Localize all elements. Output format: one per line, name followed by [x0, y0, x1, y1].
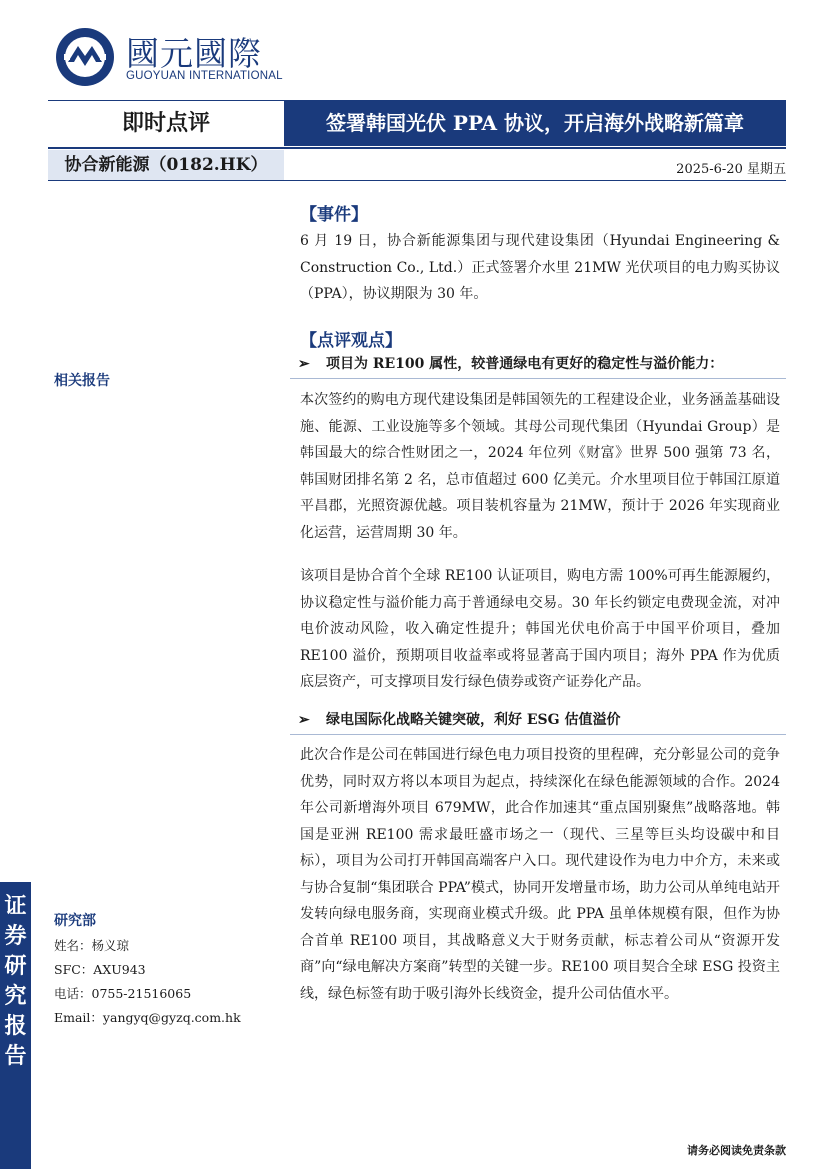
disclaimer-footer: 请务必阅读免责条款 — [687, 1144, 786, 1157]
point1-paragraph-1: 本次签约的购电方现代建设集团是韩国领先的工程建设企业，业务涵盖基础设施、能源、工业设施等多个领域。其母公司现代集团（Hyundai Group）是韩国最大的综合性财团之一，2024 年位列《财富》世界 500 强第 73 名，韩国财团排名第 2 名，总市值超过 600 亿美元。介水里项目位于韩国江原道平昌郡，光照资源优越。项目装机容量为 21MW，预计于 2026 年实现商业化运营，运营周期 30 年。 — [300, 392, 780, 541]
event-heading: 【事件】 — [300, 205, 368, 225]
report-date: 2025-6-20 星期五 — [676, 162, 786, 177]
analyst-name: 姓名：杨义琼 — [54, 938, 130, 953]
point1-heading: 项目为 RE100 属性，较普通绿电有更好的稳定性与溢价能力： — [326, 356, 724, 372]
guoyuan-logo-icon — [54, 26, 116, 88]
bullet-arrow-icon: ➢ — [298, 712, 310, 728]
company-logo — [54, 26, 284, 88]
logo-english-name: GUOYUAN INTERNATIONAL — [126, 70, 283, 82]
research-dept-heading: 研究部 — [54, 913, 96, 929]
logo-chinese-name: 國元國際 — [126, 34, 262, 73]
related-reports-heading: 相关报告 — [54, 373, 110, 389]
point2-paragraph-1: 此次合作是公司在韩国进行绿色电力项目投资的里程碑，充分彰显公司的竞争优势，同时双方将以本项目为起点，持续深化在绿色能源领域的合作。2024 年公司新增海外项目 679MW，此合作加速其“重点国别聚焦”战略落地。韩国是亚洲 RE100 需求最旺盛市场之一（现代、三星等巨头均设碳中和目标），项目为公司打开韩国高端客户入口。现代建设作为电力中介方，未来或与协合复制“集团联合 PPA”模式，协同开发增量市场，助力公司从单纯电站开发转向绿电服务商，实现商业模式升级。此 PPA 虽单体规模有限，但作为协合首单 RE100 项目，其战略意义大于财务贡献，标志着公司从“资源开发商”向“绿电解决方案商”转型的关键一步。RE100 项目契合全球 ESG 投资主线，绿色标签有助于吸引海外长线资金，提升公司估值水平。 — [300, 747, 780, 1002]
event-paragraph: 6 月 19 日，协合新能源集团与现代建设集团（Hyundai Engineering & Construction Co., Ltd.）正式签署介水里 21MW 光伏项目的电力购买协议（PPA），协议期限为 30 年。 — [300, 233, 780, 302]
point1-paragraph-2: 该项目是协合首个全球 RE100 认证项目，购电方需 100%可再生能源履约，协议稳定性与溢价能力高于普通绿电交易。30 年长约锁定电费现金流，对冲电价波动风险，收入确定性提升；韩国光伏电价高于中国平价项目，叠加 RE100 溢价，预期项目收益率或将显著高于国内项目；海外 PPA 作为优质底层资产，可支撑项目发行绿色债券或资产证券化产品。 — [300, 568, 780, 690]
analyst-phone: 电话：0755-21516065 — [54, 986, 192, 1001]
header-bottom-divider — [48, 180, 786, 181]
company-name: 协合新能源（0182.HK） — [48, 150, 284, 180]
report-type-label: 即时点评 — [48, 100, 284, 147]
review-heading: 【点评观点】 — [300, 331, 402, 351]
bullet-arrow-icon: ➢ — [298, 356, 310, 372]
point2-heading-row — [290, 706, 786, 735]
vertical-label: 证 券 研 究 报 告 — [4, 894, 27, 1069]
point1-heading-row — [290, 350, 786, 379]
analyst-contact — [54, 934, 241, 1030]
point2-heading: 绿电国际化战略关键突破，利好 ESG 估值溢价 — [326, 712, 621, 728]
report-headline: 签署韩国光伏 PPA 协议，开启海外战略新篇章 — [284, 100, 786, 146]
analyst-email: Email：yangyq@gyzq.com.hk — [54, 1010, 241, 1025]
header-divider — [48, 147, 786, 149]
analyst-sfc: SFC：AXU943 — [54, 962, 146, 977]
